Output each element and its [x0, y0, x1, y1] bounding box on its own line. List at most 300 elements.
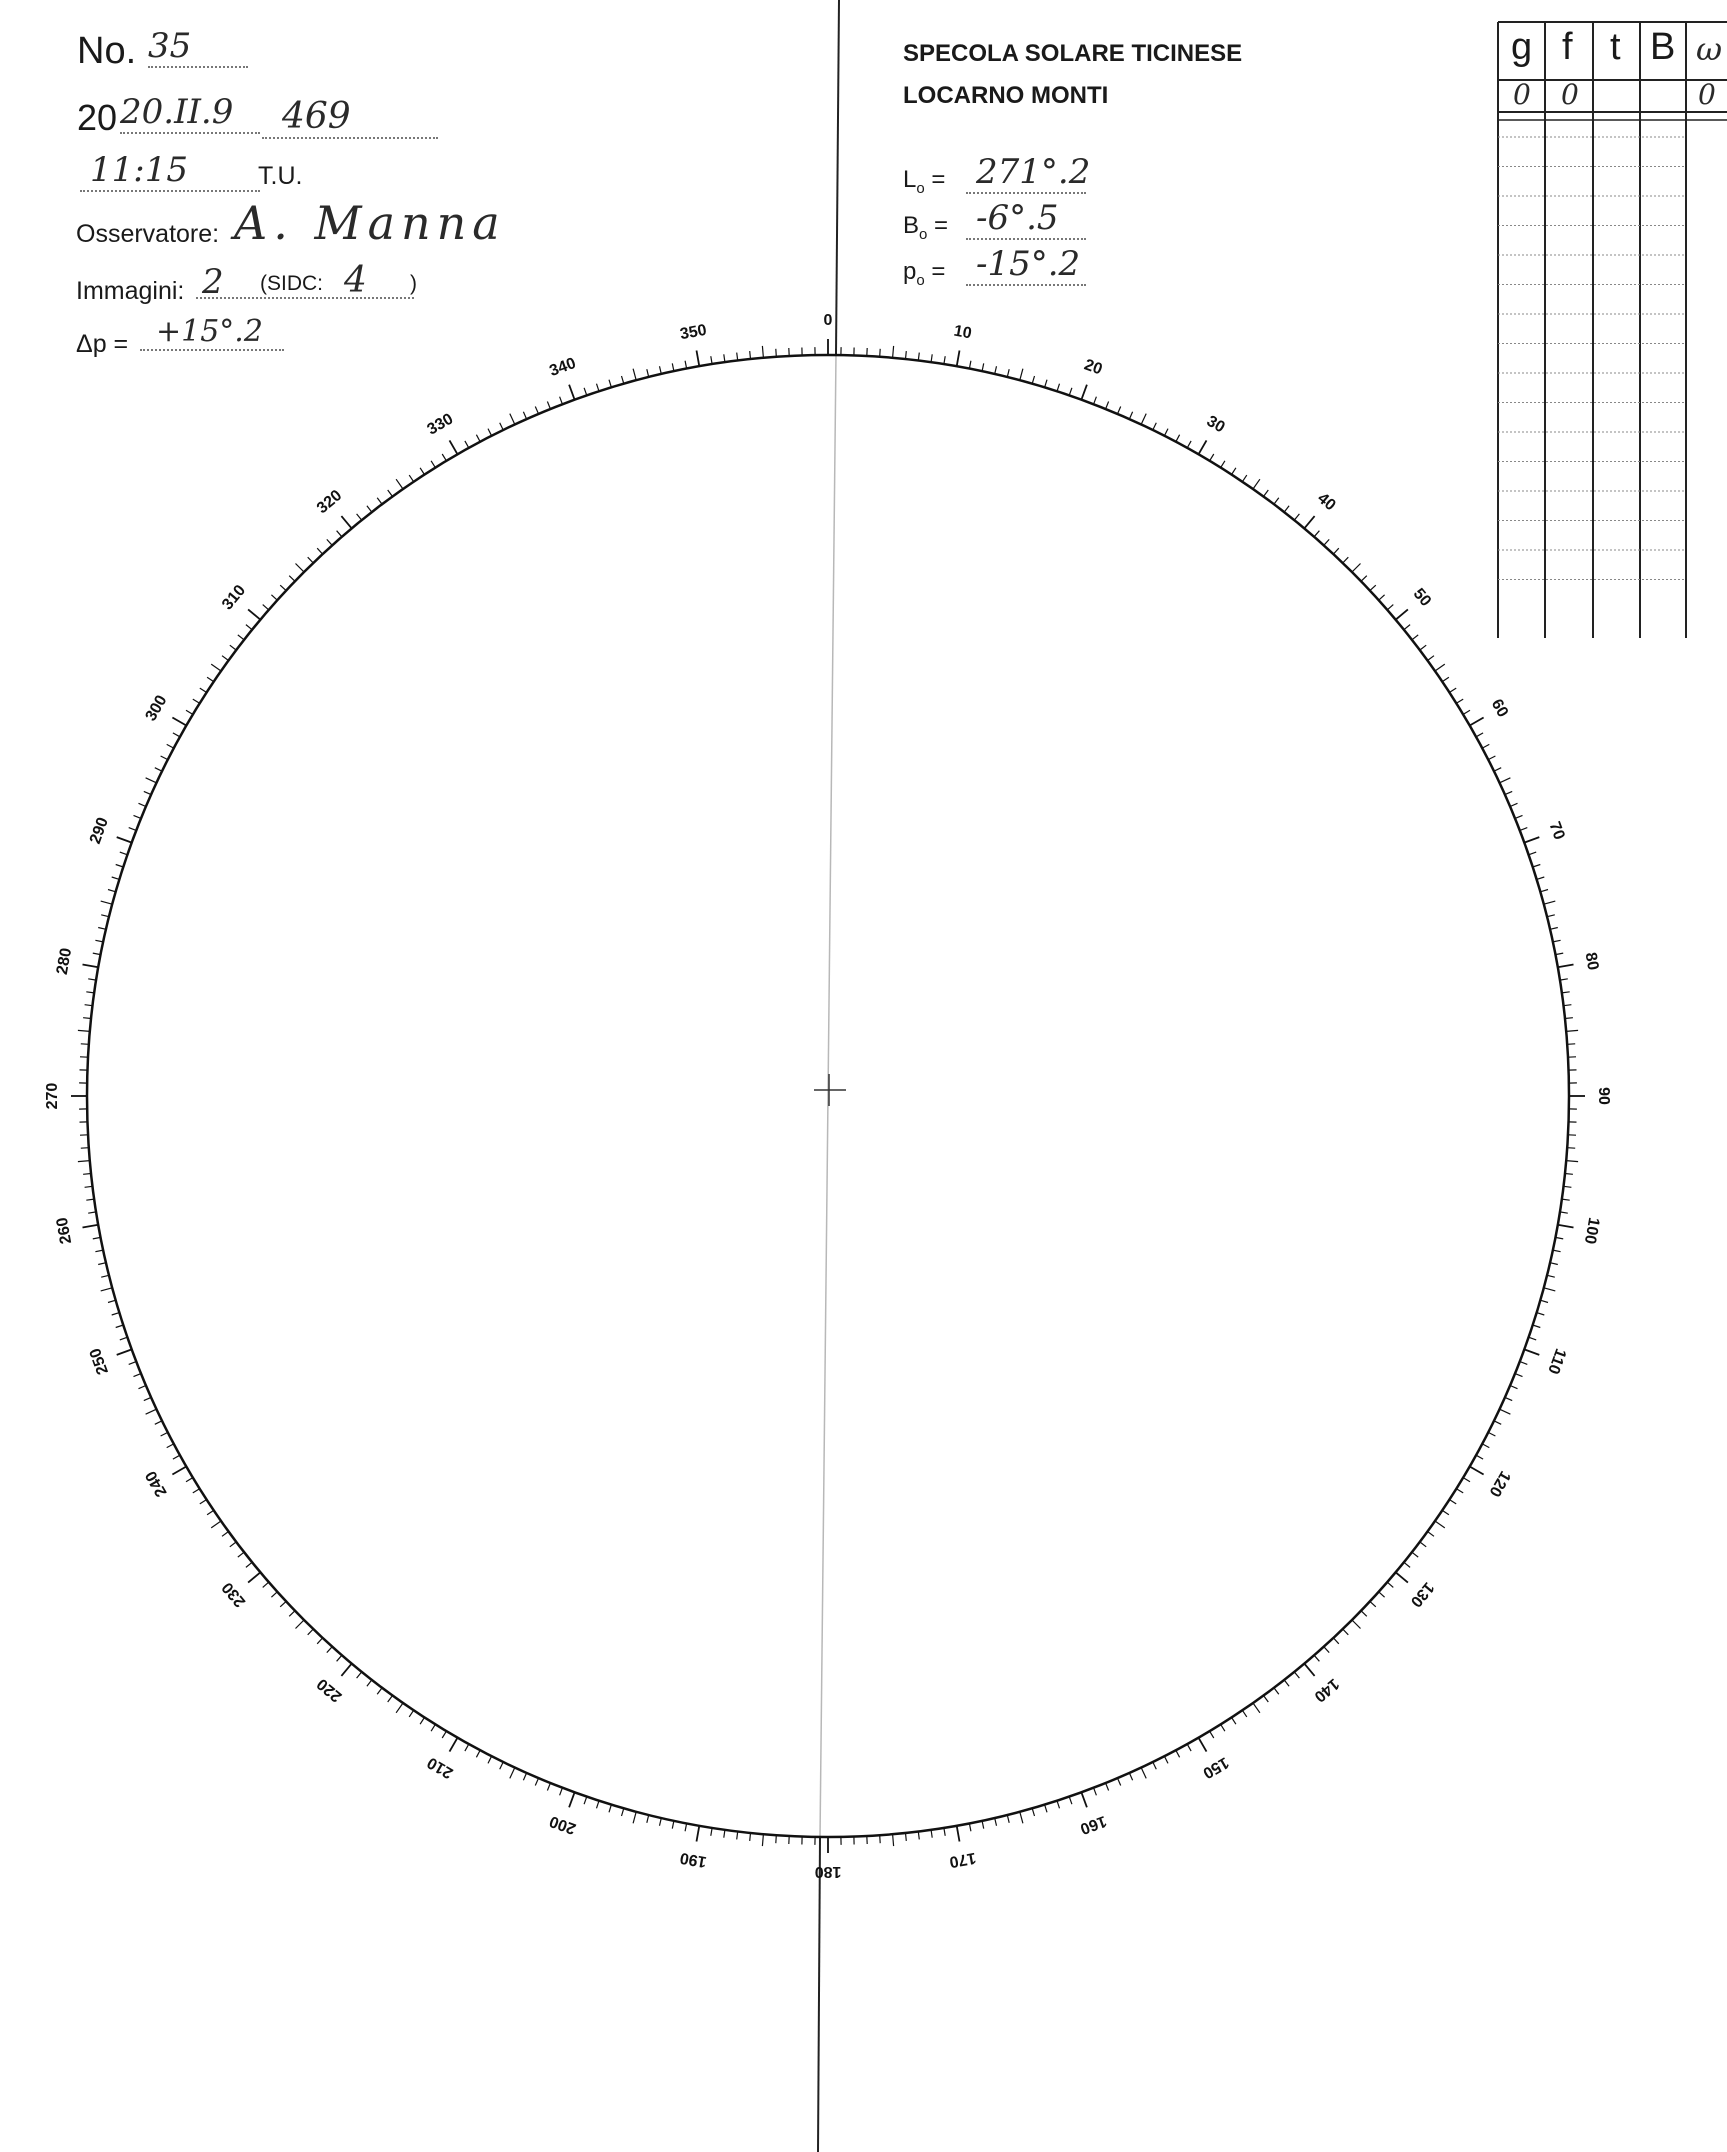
dial-tick — [1566, 1030, 1578, 1031]
dial-tick — [116, 1325, 124, 1328]
dial-tick — [1456, 1489, 1463, 1493]
dial-tick — [1555, 1237, 1563, 1239]
dial-tick — [776, 1835, 777, 1843]
date-extra: 469 — [262, 96, 438, 139]
dial-tick — [969, 361, 971, 369]
dial-tick — [167, 744, 174, 748]
dial-tick — [609, 1805, 611, 1813]
dial-tick — [120, 852, 128, 855]
dial-tick — [95, 940, 103, 942]
dial-tick — [337, 1655, 342, 1661]
dial-tick — [1264, 1696, 1269, 1703]
lo-sub: o — [916, 179, 925, 197]
dial-tick — [1515, 1374, 1523, 1377]
dial-tick — [1129, 1773, 1132, 1780]
dial-tick — [207, 1510, 214, 1514]
dial-tick — [1199, 1738, 1207, 1752]
dial-tick — [1199, 440, 1207, 454]
dial-tick — [200, 1500, 207, 1504]
dial-tick — [510, 1768, 515, 1779]
dial-tick — [510, 414, 515, 425]
sidc-value: 4 — [344, 260, 367, 301]
table-header-f: f — [1562, 26, 1573, 68]
dial-tick — [672, 1821, 674, 1829]
dial-tick — [1370, 1601, 1376, 1606]
dial-tick — [116, 865, 124, 868]
dial-label-300: 300 — [142, 692, 171, 725]
dial-tick — [1057, 1801, 1060, 1809]
dial-tick — [207, 677, 214, 681]
dial-tick — [327, 1647, 332, 1653]
bo-equals: = — [934, 212, 949, 239]
dial-tick — [86, 1199, 94, 1200]
po-equals: = — [931, 258, 946, 285]
dial-tick — [1232, 1718, 1236, 1725]
dial-tick — [1094, 397, 1097, 405]
dial-tick — [317, 548, 322, 554]
dial-tick — [1007, 1815, 1009, 1823]
dial-tick — [1412, 635, 1418, 640]
dial-tick — [317, 1638, 322, 1644]
dial-tick — [1253, 1703, 1260, 1713]
dial-tick — [1520, 1362, 1528, 1365]
dial-tick — [308, 1629, 314, 1635]
dial-tick — [1442, 677, 1449, 681]
dial-tick — [1547, 1275, 1555, 1277]
dial-tick — [931, 1830, 932, 1838]
dial-tick — [737, 1832, 738, 1840]
dial-tick — [1510, 1386, 1517, 1389]
dial-tick — [1560, 979, 1568, 980]
dial-tick — [1505, 791, 1512, 794]
dial-tick — [1370, 585, 1376, 590]
dial-tick — [893, 1834, 894, 1846]
dial-tick — [547, 1783, 550, 1791]
dial-tick — [81, 1148, 89, 1149]
dial-tick — [1435, 1521, 1445, 1528]
dial-tick — [1558, 965, 1574, 968]
dial-tick — [1129, 412, 1132, 419]
spot-count-table — [1498, 22, 1727, 638]
dial-tick — [1463, 1478, 1470, 1482]
dial-tick — [1242, 475, 1246, 482]
dial-label-120: 120 — [1485, 1467, 1514, 1500]
dial-tick — [88, 1212, 96, 1213]
time-unit: T.U. — [258, 162, 303, 190]
dial-tick — [1007, 369, 1009, 377]
dial-tick — [1555, 953, 1563, 955]
dial-tick — [172, 1467, 186, 1475]
dial-tick — [409, 475, 413, 482]
dial-label-20: 20 — [1081, 356, 1105, 379]
dial-tick — [569, 1792, 575, 1807]
meridian-inner-line — [820, 354, 836, 1838]
dial-tick — [1343, 1629, 1349, 1635]
dial-tick — [1106, 402, 1109, 410]
dial-tick — [1106, 1783, 1109, 1791]
dial-tick — [1470, 1467, 1484, 1475]
dial-tick — [880, 1835, 881, 1843]
dial-tick — [396, 1703, 403, 1713]
dial-tick — [685, 1823, 687, 1831]
table-cell-f: 0 — [1561, 78, 1579, 111]
meridian-top-line — [836, 0, 839, 354]
dial-tick — [1562, 1199, 1570, 1200]
images-label: Immagini: — [76, 277, 185, 305]
dial-tick — [1533, 1325, 1541, 1328]
dial-tick — [500, 423, 504, 430]
dial-tick — [377, 1688, 382, 1694]
dial-tick — [129, 828, 137, 831]
dial-tick — [1187, 441, 1191, 448]
dial-tick — [1274, 1688, 1279, 1694]
dial-tick — [289, 576, 295, 582]
dial-tick — [81, 1044, 89, 1045]
dial-tick — [995, 1818, 997, 1826]
dial-tick — [431, 461, 435, 468]
dial-tick — [1547, 915, 1555, 917]
meridian-bottom-line — [818, 1838, 820, 2152]
dial-tick — [388, 1696, 393, 1703]
dial-tick — [647, 1815, 649, 1823]
dial-tick — [377, 498, 382, 504]
dial-tick — [1450, 688, 1457, 692]
dial-tick — [1560, 1212, 1568, 1213]
dial-tick — [1482, 744, 1489, 748]
dial-tick — [296, 564, 305, 573]
sidc-close: ) — [410, 272, 417, 295]
dial-tick — [523, 1773, 526, 1780]
dial-tick — [1352, 1620, 1361, 1629]
dial-tick — [1141, 414, 1146, 425]
dial-tick — [523, 412, 526, 419]
images-value: 2 — [202, 262, 224, 302]
dial-tick — [1232, 468, 1236, 475]
dial-tick — [420, 468, 424, 475]
no-value: 35 — [148, 26, 248, 68]
dial-tick — [129, 1362, 137, 1365]
dial-tick — [622, 1808, 624, 1816]
dial-tick — [442, 1731, 446, 1738]
dial-tick — [906, 351, 907, 359]
dial-tick — [1494, 768, 1501, 772]
dial-tick — [711, 1828, 712, 1836]
dial-tick — [982, 363, 984, 371]
dial-label-70: 70 — [1545, 819, 1568, 843]
dial-tick — [762, 1834, 763, 1846]
dial-tick — [308, 557, 314, 563]
dial-tick — [1164, 429, 1168, 436]
dial-tick — [1564, 1005, 1572, 1006]
dial-tick — [560, 397, 563, 405]
dial-tick — [1387, 1582, 1393, 1587]
dial-tick — [146, 1409, 157, 1414]
dial-tick — [1304, 1664, 1314, 1676]
dial-tick — [1505, 1397, 1512, 1400]
dial-tick — [246, 625, 252, 630]
dial-tick — [647, 369, 649, 377]
dial-tick — [263, 1582, 269, 1587]
dial-label-190: 190 — [678, 1848, 708, 1871]
no-label: No. — [77, 30, 137, 72]
dial-tick — [117, 837, 132, 843]
dial-tick — [1221, 1724, 1225, 1731]
dial-tick — [1314, 531, 1319, 537]
dial-tick — [1553, 940, 1561, 942]
dial-tick — [1379, 1592, 1385, 1597]
dial-tick — [547, 402, 550, 410]
dial-tick — [1361, 576, 1367, 582]
dial-tick — [211, 1521, 221, 1528]
dial-label-320: 320 — [313, 486, 346, 518]
dial-tick — [776, 349, 777, 357]
dial-tick — [1081, 385, 1087, 400]
dial-tick — [1567, 1148, 1575, 1149]
dial-tick — [1404, 625, 1410, 630]
dial-tick — [173, 1455, 180, 1459]
dial-tick — [1520, 828, 1528, 831]
date-prefix: 20 — [77, 97, 118, 138]
table-header-g: g — [1511, 26, 1533, 68]
dial-tick — [83, 965, 99, 968]
dial-tick — [367, 506, 372, 512]
lo-equals: = — [931, 166, 946, 193]
dial-tick — [1442, 1510, 1449, 1514]
dial-tick — [1141, 1768, 1146, 1779]
observer-label: Osservatore: — [76, 220, 220, 248]
dial-tick — [134, 1374, 142, 1377]
dial-tick — [969, 1823, 971, 1831]
dial-tick — [93, 953, 101, 955]
dial-label-150: 150 — [1199, 1753, 1232, 1782]
delta-p-label: Δp = — [76, 330, 129, 358]
dial-label-290: 290 — [86, 815, 113, 847]
table-header-B: B — [1650, 26, 1676, 68]
dial-tick — [388, 490, 393, 497]
dial-tick — [101, 915, 109, 917]
dial-label-250: 250 — [86, 1345, 113, 1377]
dial-tick — [1118, 1778, 1121, 1785]
dial-tick — [1081, 1792, 1087, 1807]
dial-tick — [1562, 992, 1570, 993]
dial-tick — [906, 1833, 907, 1841]
dial-label-260: 260 — [53, 1216, 76, 1246]
dial-tick — [685, 361, 687, 369]
dial-tick — [1533, 865, 1541, 868]
dial-tick — [1566, 1161, 1578, 1162]
dial-tick — [944, 356, 945, 364]
dial-tick — [569, 385, 575, 400]
dial-tick — [1379, 595, 1385, 600]
dial-label-310: 310 — [218, 581, 250, 614]
dial-tick — [488, 1756, 492, 1763]
dial-tick — [1032, 376, 1034, 384]
dial-tick — [1544, 901, 1556, 904]
dial-tick — [995, 366, 997, 374]
dial-tick — [465, 1744, 469, 1751]
dial-tick — [597, 384, 600, 392]
dial-tick — [1069, 388, 1072, 396]
dial-tick — [476, 1750, 480, 1757]
dial-tick — [1333, 548, 1338, 554]
dial-tick — [93, 1237, 101, 1239]
dial-tick — [1020, 369, 1023, 381]
dial-tick — [1456, 699, 1463, 703]
dial-label-80: 80 — [1581, 951, 1602, 972]
dial-tick — [609, 380, 611, 388]
dial-tick — [144, 1397, 151, 1400]
dial-label-340: 340 — [547, 354, 579, 381]
dial-tick — [724, 354, 725, 362]
dial-label-210: 210 — [424, 1753, 457, 1782]
dial-tick — [488, 429, 492, 436]
dial-label-140: 140 — [1310, 1674, 1343, 1706]
dial-label-30: 30 — [1203, 412, 1228, 437]
dial-tick — [1221, 461, 1225, 468]
dial-tick — [230, 1542, 236, 1547]
dial-tick — [193, 699, 200, 703]
dial-tick — [1176, 1750, 1180, 1757]
dial-tick — [1164, 1756, 1168, 1763]
dial-label-240: 240 — [142, 1467, 171, 1500]
dial-tick — [750, 351, 751, 359]
dial-tick — [98, 928, 106, 930]
dial-tick — [1412, 1552, 1418, 1557]
dial-tick — [1494, 1421, 1501, 1425]
dial-tick — [1274, 498, 1279, 504]
dial-tick — [672, 363, 674, 371]
dial-tick — [289, 1611, 295, 1617]
dial-tick — [367, 1680, 372, 1686]
date-value: 20.II.9 — [120, 92, 260, 134]
dial-tick — [186, 710, 193, 714]
dial-tick — [248, 609, 260, 619]
dial-tick — [1558, 1225, 1574, 1228]
dial-tick — [1567, 1044, 1575, 1045]
dial-tick — [108, 890, 116, 892]
dial-tick — [112, 1313, 120, 1315]
dial-tick — [450, 1738, 458, 1752]
dial-label-350: 350 — [678, 321, 708, 344]
dial-tick — [296, 1620, 305, 1629]
table-cell-w: 0 — [1698, 78, 1716, 111]
dial-tick — [535, 1778, 538, 1785]
dial-tick — [155, 768, 162, 772]
dial-tick — [750, 1833, 751, 1841]
dial-tick — [1476, 733, 1483, 737]
delta-p-value: +15°.2 — [140, 314, 284, 351]
dial-tick — [161, 756, 168, 760]
dial-tick — [633, 369, 636, 381]
dial-tick — [222, 656, 229, 661]
dial-tick — [1482, 1444, 1489, 1448]
dial-tick — [1420, 1542, 1426, 1547]
dial-tick — [697, 1826, 700, 1842]
dial-tick — [1470, 718, 1484, 726]
dial-label-270: 270 — [44, 1082, 62, 1110]
dial-tick — [1450, 1500, 1457, 1504]
dial-tick — [724, 1830, 725, 1838]
dial-tick — [1304, 516, 1314, 528]
dial-tick — [944, 1828, 945, 1836]
dial-tick — [85, 1005, 93, 1006]
dial-tick — [1069, 1797, 1072, 1805]
dial-tick — [238, 1552, 244, 1557]
dial-label-60: 60 — [1487, 696, 1512, 721]
dial-tick — [1045, 1805, 1047, 1813]
dial-tick — [1565, 1018, 1573, 1019]
dial-label-170: 170 — [948, 1848, 978, 1871]
dial-tick — [1435, 664, 1445, 671]
dial-tick — [1500, 778, 1511, 783]
dial-tick — [1428, 656, 1435, 661]
dial-label-110: 110 — [1544, 1346, 1569, 1377]
dial-tick — [1253, 479, 1260, 489]
dial-tick — [1529, 1337, 1537, 1340]
dial-tick — [465, 441, 469, 448]
dial-tick — [263, 605, 269, 610]
dial-tick — [1264, 490, 1269, 497]
dial-tick — [78, 1161, 90, 1162]
dial-label-180: 180 — [814, 1862, 842, 1880]
dial-tick — [982, 1821, 984, 1829]
dial-tick — [1294, 1672, 1299, 1678]
dial-tick — [248, 1572, 260, 1582]
dial-tick — [1387, 605, 1393, 610]
dial-tick — [101, 1275, 109, 1277]
dial-tick — [450, 440, 458, 454]
dial-tick — [1488, 1432, 1495, 1436]
dial-tick — [155, 1421, 162, 1425]
dial-tick — [1428, 1532, 1435, 1537]
dial-label-130: 130 — [1406, 1578, 1438, 1611]
dial-tick — [85, 1186, 93, 1187]
dial-tick — [357, 514, 362, 520]
dial-tick — [144, 791, 151, 794]
table-header-w: ω — [1696, 30, 1723, 68]
dial-tick — [238, 635, 244, 640]
dial-tick — [1537, 877, 1545, 879]
dial-tick — [1540, 1300, 1548, 1302]
dial-tick — [139, 803, 146, 806]
dial-label-50: 50 — [1409, 585, 1435, 610]
dial-tick — [134, 815, 142, 818]
dial-label-100: 100 — [1580, 1216, 1603, 1246]
dial-tick — [957, 351, 960, 367]
dial-tick — [500, 1762, 504, 1769]
dial-tick — [1550, 928, 1558, 930]
dial-label-160: 160 — [1077, 1811, 1109, 1838]
dial-tick — [409, 1710, 413, 1717]
time-value: 11:15 — [80, 150, 260, 192]
dial-tick — [584, 1797, 587, 1805]
dial-tick — [1020, 1812, 1023, 1824]
dial-tick — [1153, 423, 1157, 430]
sidc-label: (SIDC: — [260, 272, 323, 295]
dial-tick — [1396, 609, 1408, 619]
dial-tick — [112, 877, 120, 879]
dial-tick — [271, 595, 277, 600]
dial-tick — [83, 1174, 91, 1175]
dial-tick — [167, 1444, 174, 1448]
po-value: -15°.2 — [966, 244, 1086, 286]
dial-tick — [1094, 1788, 1097, 1796]
dial-tick — [161, 1432, 168, 1436]
dial-tick — [1176, 435, 1180, 442]
dial-label-230: 230 — [218, 1578, 250, 1611]
dial-tick — [1343, 557, 1349, 563]
dial-tick — [230, 645, 236, 650]
